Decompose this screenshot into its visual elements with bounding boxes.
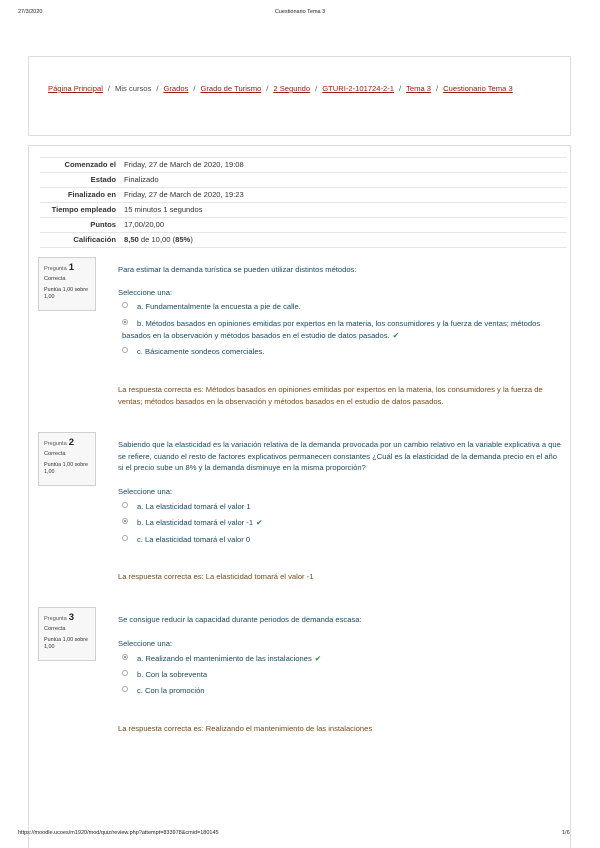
summary-label: Puntos: [90, 220, 116, 229]
checkmark-icon: ✔: [256, 518, 263, 527]
summary-value: Friday, 27 de March de 2020, 19:08: [124, 160, 244, 169]
radio-button[interactable]: [122, 535, 128, 541]
question-grade: Puntúa 1,00 sobre 1,00: [44, 637, 89, 650]
answer-option-1a[interactable]: [122, 301, 562, 313]
breadcrumb-grados[interactable]: Grados: [163, 84, 189, 93]
summary-row-points: [40, 218, 567, 233]
question-state: Correcta: [44, 451, 66, 457]
question-number: 3: [68, 612, 74, 623]
question-label: Pregunta: [44, 266, 67, 272]
breadcrumb-segundo[interactable]: 2 Segundo: [273, 84, 311, 93]
question-state: Correcta: [44, 626, 66, 632]
select-prompt-2: Seleccione una:: [118, 487, 173, 496]
answer-option-3a[interactable]: [122, 653, 562, 665]
summary-row-finished: [40, 188, 567, 203]
summary-value: Friday, 27 de March de 2020, 19:23: [124, 190, 244, 199]
question-label: Pregunta: [44, 616, 67, 622]
answer-option-1c[interactable]: [122, 346, 562, 358]
summary-value: [120, 233, 567, 248]
radio-button[interactable]: [122, 686, 128, 692]
breadcrumb: Página Principal / Mis cursos / Grados / Grado de Turismo / 2 Segundo / GTURI-2-101724-2-1 / Tema 3 / Cuestionario Tema 3: [48, 84, 513, 93]
summary-row-time: [40, 203, 567, 218]
answer-option-1b[interactable]: [122, 318, 562, 341]
option-label: c. Con la promoción: [137, 686, 205, 695]
breadcrumb-my-courses: Mis cursos: [115, 84, 152, 93]
answer-option-2c[interactable]: [122, 534, 562, 546]
checkmark-icon: ✔: [314, 654, 322, 663]
summary-label: Calificación: [73, 235, 116, 244]
grade-close: ): [190, 235, 193, 244]
option-label: a. Realizando el mantenimiento de las instalaciones: [137, 654, 312, 663]
question-label: Pregunta: [44, 441, 67, 447]
breadcrumb-quiz[interactable]: Cuestionario Tema 3: [443, 84, 513, 93]
correct-answer-feedback-3: La respuesta correcta es: Realizando el mantenimiento de las instalaciones: [118, 724, 373, 733]
summary-value: Finalizado: [124, 175, 159, 184]
main-content-card: [28, 145, 571, 848]
attempt-summary-table: [40, 157, 567, 248]
summary-value: 17,00/20,00: [124, 220, 165, 229]
breadcrumb-separator: /: [107, 84, 111, 93]
grade-score: 8,50: [124, 235, 139, 244]
answer-option-2a[interactable]: [122, 501, 562, 513]
answer-option-3b[interactable]: [122, 669, 562, 681]
radio-button[interactable]: [122, 670, 128, 676]
option-label: b. Métodos basados en opiniones emitidas por expertos en la materia, los consumidores y la fuerza de ventas; métodos basados en la observación y métodos basados en el estudio de datos pasados.: [122, 319, 541, 340]
option-label: c. La elasticidad tomará el valor 0: [137, 535, 251, 544]
correct-answer-feedback-1: La respuesta correcta es: Métodos basados en opiniones emitidas por expertos en la materia, los consumidores y la fuerza de ventas; métodos basados en la observación y métodos basados en el estudio de datos pasados.: [118, 385, 543, 406]
question-info-3: [38, 607, 96, 661]
question-number: 1: [68, 262, 74, 273]
summary-label: Tiempo empleado: [51, 205, 116, 214]
summary-row-state: [40, 173, 567, 188]
select-prompt-1: Seleccione una:: [118, 288, 173, 297]
print-title: Cuestionario Tema 3: [274, 9, 326, 15]
summary-label: Comenzado el: [64, 160, 116, 169]
print-page-number: 1/6: [562, 830, 570, 836]
option-label: c. Básicamente sondeos comerciales.: [137, 347, 265, 356]
summary-label: Estado: [90, 175, 116, 184]
checkmark-icon: ✔: [392, 330, 400, 340]
radio-button-selected[interactable]: [122, 518, 128, 524]
question-info-2: [38, 432, 96, 486]
option-label: b. Con la sobreventa: [137, 670, 208, 679]
breadcrumb-home[interactable]: Página Principal: [48, 84, 103, 93]
breadcrumb-course[interactable]: GTURI-2-101724-2-1: [322, 84, 394, 93]
summary-row-started: [40, 158, 567, 173]
summary-value: 15 minutos 1 segundos: [124, 205, 203, 214]
question-grade: Puntúa 1,00 sobre 1,00: [44, 462, 89, 475]
answer-option-2b[interactable]: [122, 517, 562, 529]
breadcrumb-grado-turismo[interactable]: Grado de Turismo: [200, 84, 262, 93]
option-label: a. Fundamentalmente la encuesta a pie de calle.: [137, 302, 301, 311]
radio-button[interactable]: [122, 302, 128, 308]
radio-button-selected[interactable]: [122, 319, 128, 325]
radio-button[interactable]: [122, 347, 128, 353]
answer-option-3c[interactable]: [122, 685, 562, 697]
grade-percent: 85%: [175, 235, 191, 244]
summary-row-grade: [40, 233, 567, 248]
breadcrumb-tema[interactable]: Tema 3: [406, 84, 432, 93]
radio-button-selected[interactable]: [122, 654, 128, 660]
question-number: 2: [68, 437, 74, 448]
option-label: b. La elasticidad tomará el valor -1: [137, 518, 254, 527]
question-text-1: Para estimar la demanda turística se pueden utilizar distintos métodos:: [118, 265, 357, 274]
question-grade: Puntúa 1,00 sobre 1,00: [44, 287, 89, 300]
option-label: a. La elasticidad tomará el valor 1: [137, 502, 251, 511]
radio-button[interactable]: [122, 502, 128, 508]
question-text-2: Sabiendo que la elasticidad es la variación relativa de la demanda provocada por un cambio relativo en la variable explicativa a que se refiere, cuando el resto de factores explicativos permanecen constantes ¿Cuál es la elasticidad de la demanda precio en el año si el precio sube un 8% y la demanda disminuye en la misma proporción?: [118, 440, 561, 472]
summary-label: Finalizado en: [67, 190, 116, 199]
question-info-1: [38, 257, 96, 311]
question-text-3: Se consigue reducir la capacidad durante periodos de demanda escasa:: [118, 615, 362, 624]
question-state: Correcta: [44, 276, 66, 282]
grade-rest: de 10,00 (: [140, 235, 176, 244]
print-url: https://moodle.ucoes/m1920/mod/quiz/review.php?attempt=833978&cmid=180145: [18, 830, 219, 836]
breadcrumb-card: [28, 56, 571, 136]
print-date: 27/3/2020: [18, 9, 43, 15]
correct-answer-feedback-2: La respuesta correcta es: La elasticidad tomará el valor -1: [118, 572, 314, 581]
select-prompt-3: Seleccione una:: [118, 639, 173, 648]
